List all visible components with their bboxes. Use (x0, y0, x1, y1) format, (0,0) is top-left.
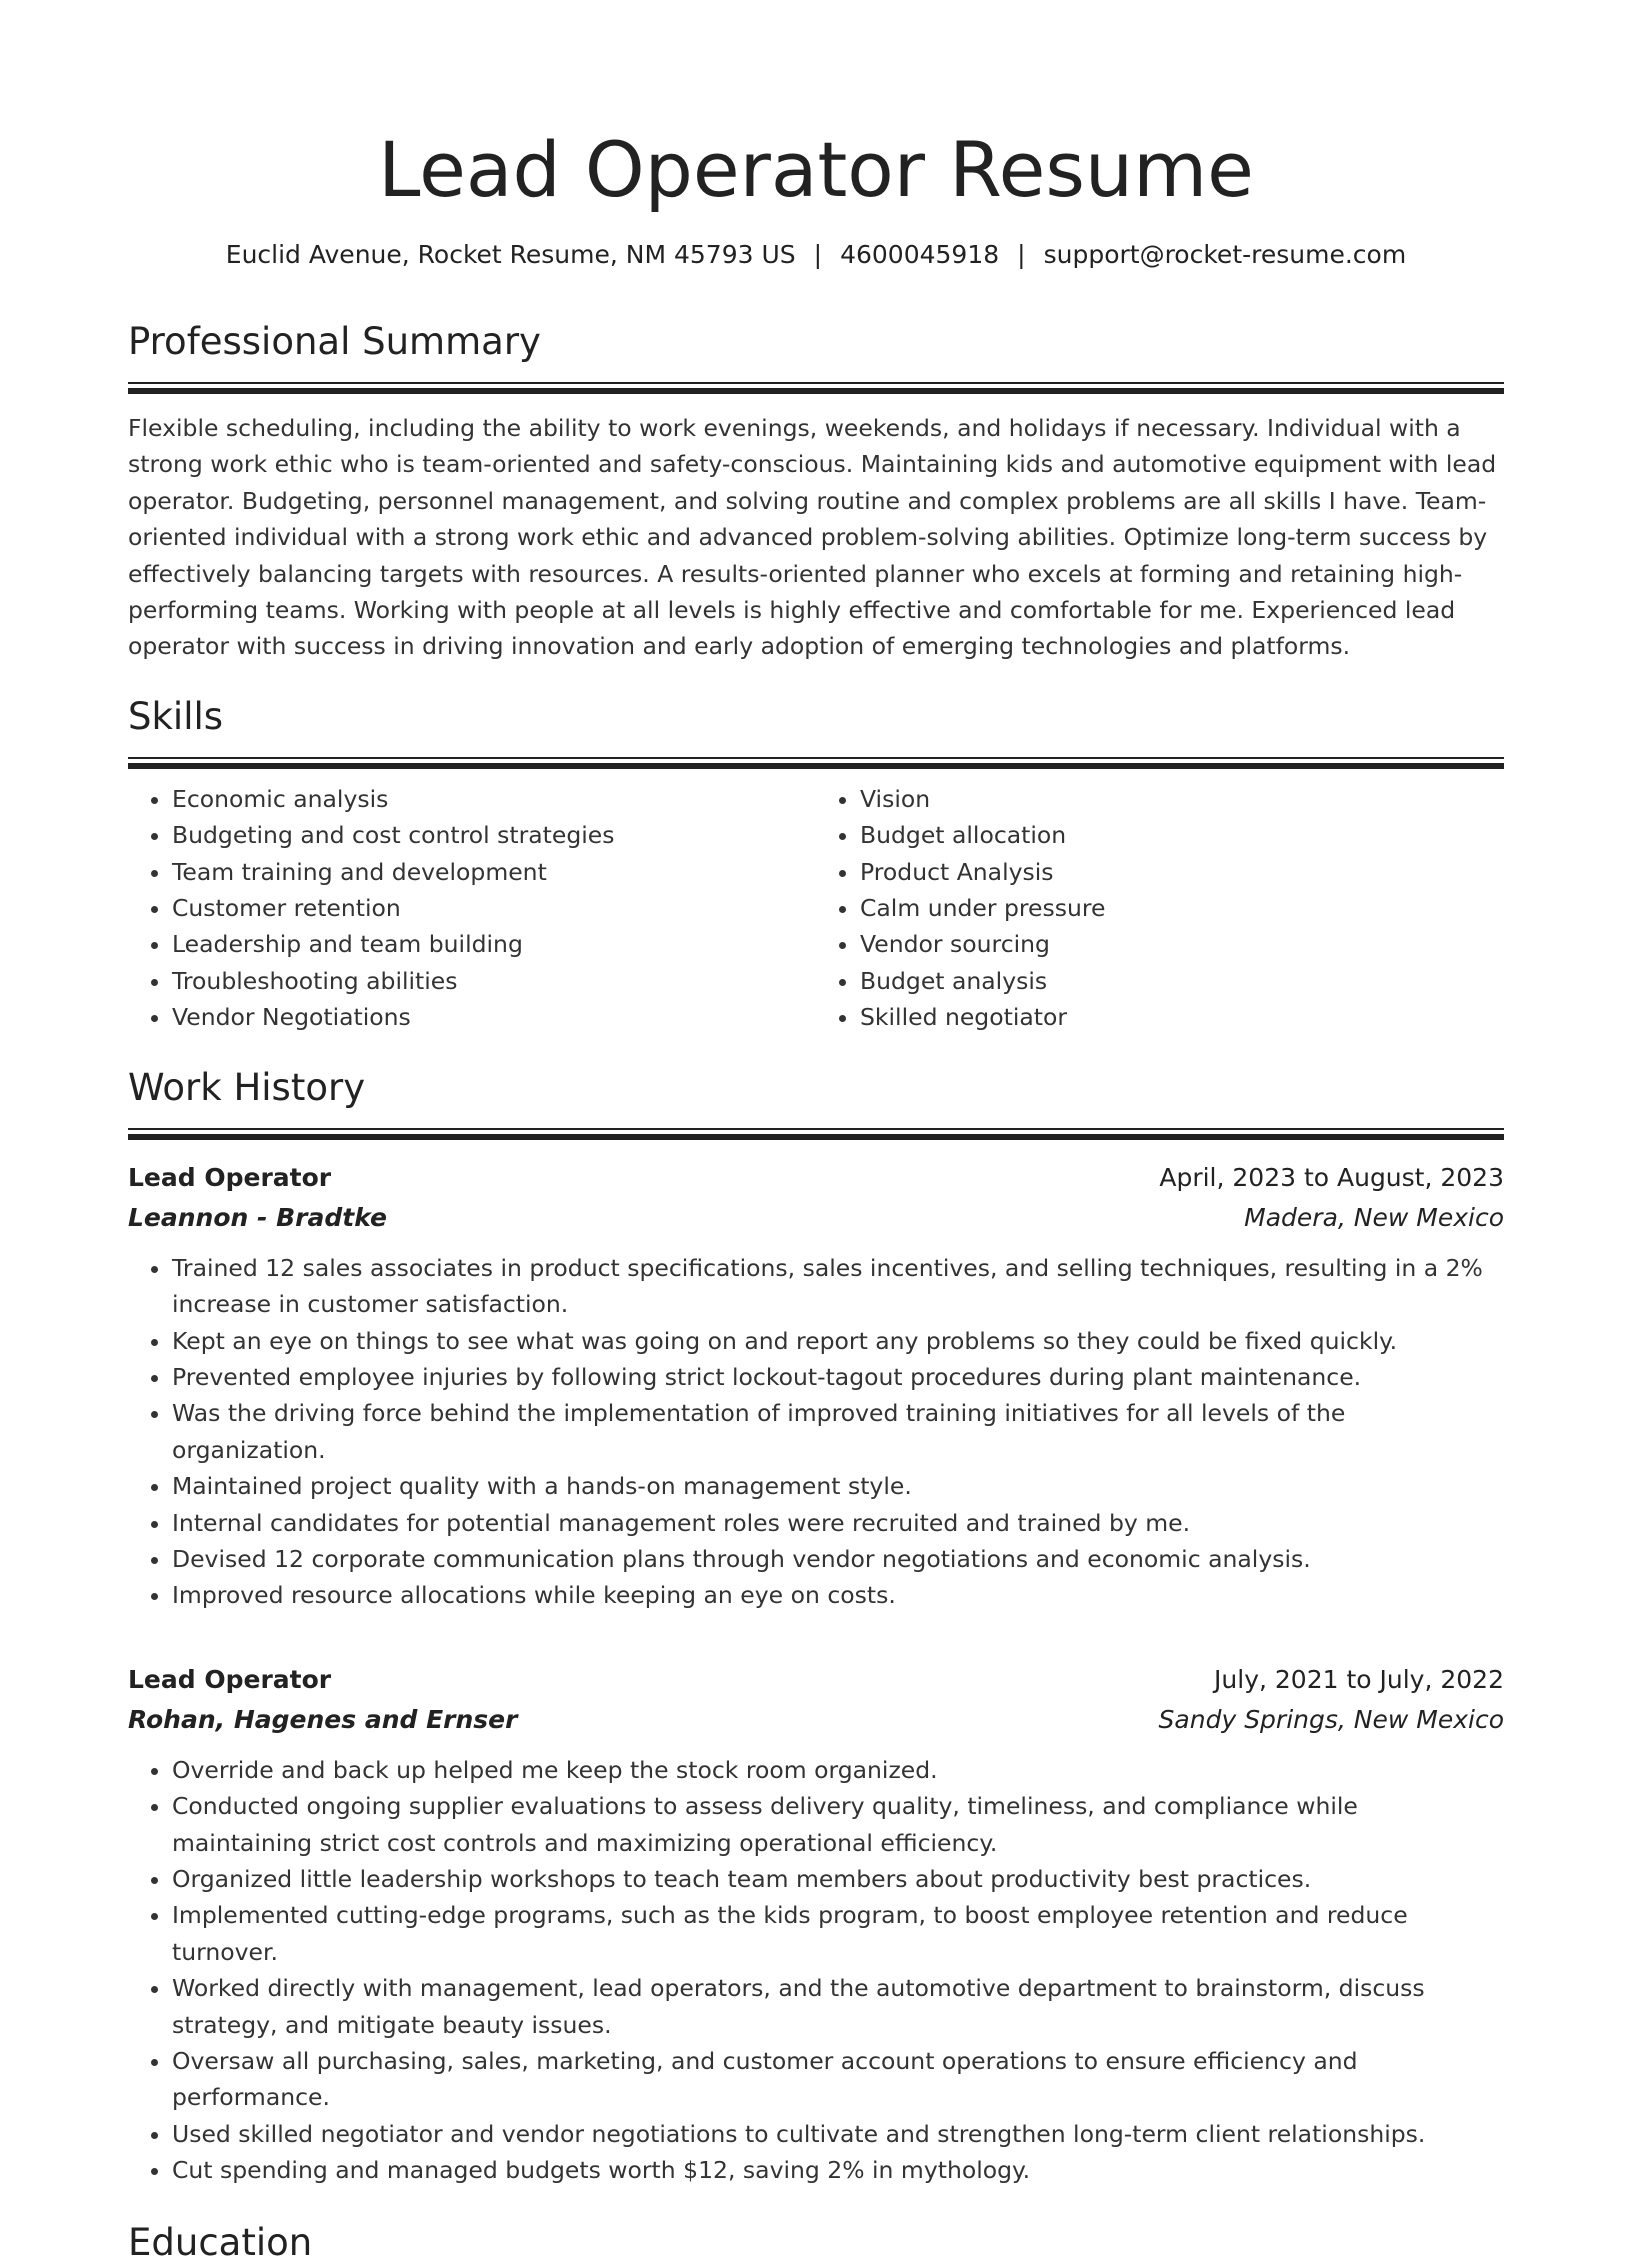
contact-phone: 4600045918 (840, 240, 1000, 269)
job-location: Sandy Springs, New Mexico (1158, 1704, 1504, 1734)
job-title: Lead Operator (128, 1664, 332, 1694)
job-bullet: • Override and back up helped me keep the stock room organized. (172, 1752, 1504, 1788)
section-heading: Education (128, 2220, 313, 2264)
summary-text: Flexible scheduling, including the ability to work evenings, weekends, and holidays if necessary. Individual with a strong work ethic who is team-oriented and safety-conscious. Maintaining kids and automotive equipment with lead operator. Budgeting, personnel management, and solving routine and complex problems are all skills I have. Team-oriented individual with a strong work ethic and advanced problem-solving abilities. Optimize long-term success by effectively balancing targets with resources. A results-oriented planner who excels at forming and retaining high-performing teams. Working with people at all levels is highly effective and comfortable for me. Experienced lead operator with success in driving innovation and early adoption of emerging technologies and platforms. (128, 414, 1497, 661)
job-bullet: • Worked directly with management, lead operators, and the automotive department to brainstorm, discuss strategy, and mitigate beauty issues. (172, 1970, 1504, 2043)
job-bullet: • Implemented cutting-edge programs, such as the kids program, to boost employee retention and reduce turnover. (172, 1897, 1504, 1970)
job-dates: April, 2023 to August, 2023 (1159, 1162, 1504, 1192)
skills-columns (128, 781, 1504, 1036)
resume-title: Lead Operator Resume (378, 125, 1254, 214)
job-bullet: • Was the driving force behind the implementation of improved training initiatives for all levels of the organization. (172, 1395, 1504, 1468)
skills-list-left (128, 781, 816, 1036)
skill-item: • Economic analysis (172, 781, 816, 817)
skill-item: • Budget analysis (860, 963, 1504, 999)
job-bullet: • Used skilled negotiator and vendor negotiations to cultivate and strengthen long-term client relationships. (172, 2116, 1504, 2152)
job-bullet: • Conducted ongoing supplier evaluations to assess delivery quality, timeliness, and compliance while maintaining strict cost controls and maximizing operational efficiency. (172, 1788, 1504, 1861)
skill-item: • Budgeting and cost control strategies (172, 817, 816, 853)
job-company-row (128, 1198, 1504, 1238)
job-title: Lead Operator (128, 1162, 332, 1192)
section-divider (128, 382, 1504, 392)
professional-summary-section (128, 318, 1504, 665)
contact-line (128, 238, 1504, 272)
job-header-row (128, 1158, 1504, 1198)
job-location: Madera, New Mexico (1244, 1202, 1504, 1232)
job-bullet: • Trained 12 sales associates in product specifications, sales incentives, and selling techniques, resulting in a 2% increase in customer satisfaction. (172, 1250, 1504, 1323)
section-heading: Work History (128, 1065, 366, 1109)
skill-item: • Vision (860, 781, 1504, 817)
work-history-section (128, 1064, 1504, 2189)
skill-item: • Leadership and team building (172, 926, 816, 962)
section-divider (128, 757, 1504, 767)
job-bullet: • Organized little leadership workshops to teach team members about productivity best practices. (172, 1861, 1504, 1897)
job-entry (128, 1660, 1504, 2189)
job-company: Leannon - Bradtke (128, 1202, 387, 1232)
job-company-row (128, 1700, 1504, 1740)
job-bullet: • Improved resource allocations while keeping an eye on costs. (172, 1577, 1504, 1613)
contact-separator: | (813, 240, 823, 269)
skill-item: • Calm under pressure (860, 890, 1504, 926)
job-bullet: • Devised 12 corporate communication plans through vendor negotiations and economic analysis. (172, 1541, 1504, 1577)
skills-section (128, 693, 1504, 1036)
contact-email: support@rocket-resume.com (1043, 240, 1407, 269)
job-bullets (128, 1250, 1504, 1614)
job-bullet: • Kept an eye on things to see what was going on and report any problems so they could be fixed quickly. (172, 1323, 1504, 1359)
skill-item: • Product Analysis (860, 854, 1504, 890)
job-bullet: • Cut spending and managed budgets worth $12, saving 2% in mythology. (172, 2152, 1504, 2188)
resume-page (128, 0, 1504, 2267)
section-heading: Professional Summary (128, 320, 541, 363)
section-divider (128, 1128, 1504, 1138)
job-header-row (128, 1660, 1504, 1700)
skill-item: • Customer retention (172, 890, 816, 926)
job-entry (128, 1158, 1504, 1614)
skill-item: • Budget allocation (860, 817, 1504, 853)
skill-item: • Skilled negotiator (860, 999, 1504, 1035)
job-bullet: • Prevented employee injuries by following strict lockout-tagout procedures during plant maintenance. (172, 1359, 1504, 1395)
skill-item: • Vendor sourcing (860, 926, 1504, 962)
job-bullet: • Maintained project quality with a hands-on management style. (172, 1468, 1504, 1504)
skill-item: • Troubleshooting abilities (172, 963, 816, 999)
contact-address: Euclid Avenue, Rocket Resume, NM 45793 US (225, 240, 796, 269)
job-bullets (128, 1752, 1504, 2189)
education-section (128, 2219, 1504, 2267)
job-dates: July, 2021 to July, 2022 (1214, 1664, 1504, 1694)
skill-item: • Vendor Negotiations (172, 999, 816, 1035)
section-heading: Skills (128, 694, 224, 738)
job-company: Rohan, Hagenes and Ernser (128, 1704, 518, 1734)
job-bullet: • Internal candidates for potential management roles were recruited and trained by me. (172, 1505, 1504, 1541)
skill-item: • Team training and development (172, 854, 816, 890)
skills-list-right (816, 781, 1504, 1036)
contact-separator: | (1017, 240, 1026, 269)
job-bullet: • Oversaw all purchasing, sales, marketing, and customer account operations to ensure efficiency and performance. (172, 2043, 1504, 2116)
